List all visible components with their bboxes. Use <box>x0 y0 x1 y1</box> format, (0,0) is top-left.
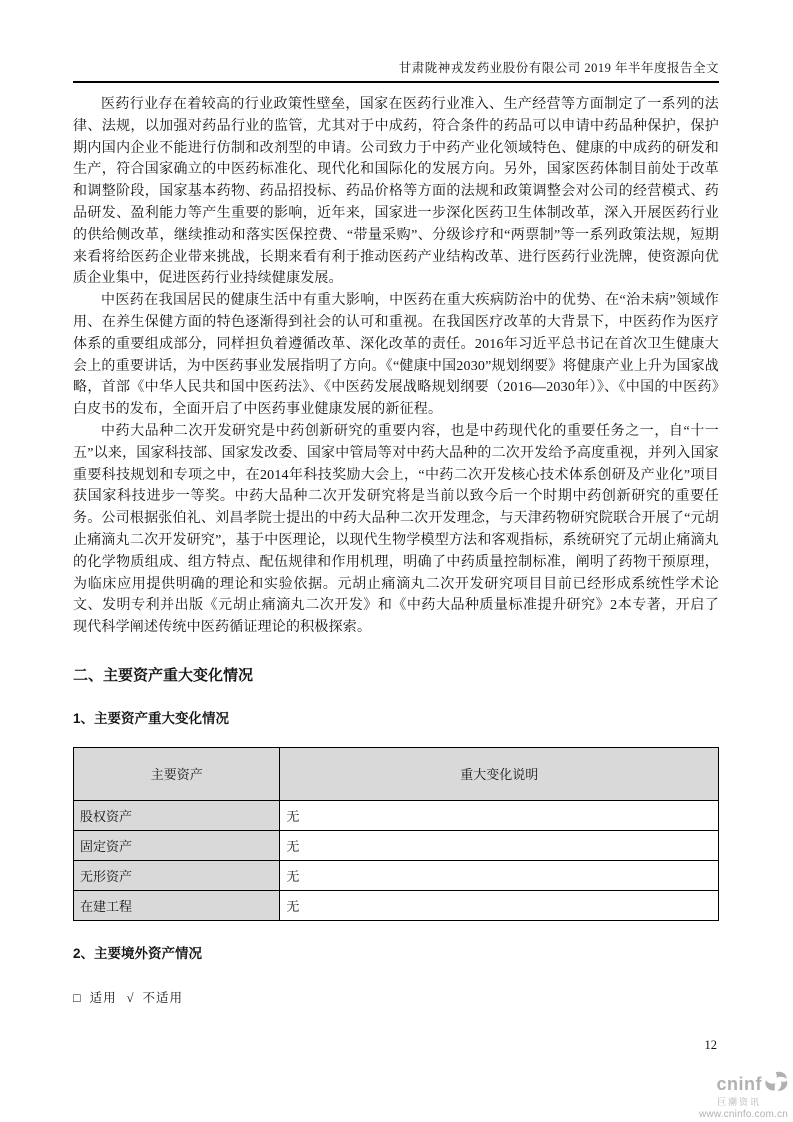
checkbox-unchecked-icon: □ <box>73 990 82 1005</box>
cninfo-swirl-icon <box>764 1071 788 1096</box>
cninfo-logo-url: www.cninfo.com.cn <box>699 1109 788 1120</box>
change-desc-cell: 无 <box>280 800 719 830</box>
applicable-label: 适用 <box>89 990 117 1005</box>
asset-name-cell: 固定资产 <box>74 830 280 860</box>
table-row <box>74 800 719 830</box>
table-header-row <box>74 747 719 800</box>
table-row <box>74 860 719 890</box>
table-header-change: 重大变化说明 <box>280 747 719 800</box>
paragraph-industry-policy: 医药行业存在着较高的行业政策性壁垒，国家在医药行业准入、生产经营等方面制定了一系列的法律、法规，以加强对药品行业的监管，尤其对于中成药，符合条件的药品可以申请中药品种保护，保护期内国内企业不能进行仿制和改剂型的申请。公司致力于中药产业化领域特色、健康的中成药的研发和生产，符合国家确立的中医药标准化、现代化和国际化的发展方向。另外，国家医药体制目前处于改革和调整阶段，国家基本药物、药品招投标、药品价格等方面的法规和政策调整会对公司的经营模式、药品研发、盈利能力等产生重要的影响，近年来，国家进一步深化医药卫生体制改革，深入开展医药行业的供给侧改革，继续推动和落实医保控费、“带量采购”、分级诊疗和“两票制”等一系列政策法规，短期来看将给医药企业带来挑战，长期来看有利于推动医药产业结构改革、进行医药行业洗牌，使资源向优质企业集中，促进医药行业持续健康发展。 <box>73 97 719 287</box>
header-divider <box>73 81 719 83</box>
subsection-2-heading: 2、主要境外资产情况 <box>73 945 203 961</box>
change-desc-cell: 无 <box>280 860 719 890</box>
subsection-1-heading: 1、主要资产重大变化情况 <box>73 710 230 726</box>
cninfo-logo-row <box>699 1071 788 1096</box>
checkmark-icon: √ <box>126 990 135 1005</box>
change-desc-cell: 无 <box>280 830 719 860</box>
asset-name-cell: 在建工程 <box>74 890 280 920</box>
change-desc-cell: 无 <box>280 890 719 920</box>
asset-name-cell: 股权资产 <box>74 800 280 830</box>
header-title: 甘肃陇神戎发药业股份有限公司 2019 年半年度报告全文 <box>398 61 719 75</box>
cninfo-logo-subtitle: 巨潮资讯 <box>716 1097 761 1107</box>
table-row <box>74 830 719 860</box>
asset-name-cell: 无形资产 <box>74 860 280 890</box>
cninfo-logo-text: cninf <box>716 1073 762 1094</box>
applicability-line <box>73 988 719 1006</box>
page-number: 12 <box>704 1038 717 1052</box>
not-applicable-label: 不适用 <box>142 990 183 1005</box>
table-header-asset: 主要资产 <box>74 747 280 800</box>
assets-change-table <box>73 747 719 921</box>
page-content <box>73 94 719 1006</box>
table-row <box>74 890 719 920</box>
paragraph-tcm-influence: 中医药在我国居民的健康生活中有重大影响，中医药在重大疾病防治中的优势、在“治未病”领域作用、在养生保健方面的特色逐渐得到社会的认可和重视。在我国医疗改革的大背景下，中医药作为医疗体系的重要组成部分，同样担负着遵循改革、深化改革的责任。2016年习近平总书记在首次卫生健康大会上的重要讲话，为中医药事业发展指明了方向。《“健康中国2030”规划纲要》将健康产业上升为国家战略，首部《中华人民共和国中医药法》、《中医药发展战略规划纲要（2016—2030年）》、《中国的中医药》白皮书的发布，全面开启了中医药事业健康发展的新征程。 <box>73 293 719 418</box>
cninfo-logo <box>699 1071 788 1120</box>
section-heading-major-asset-changes: 二、主要资产重大变化情况 <box>73 666 254 684</box>
paragraph-secondary-development: 中药大品种二次开发研究是中药创新研究的重要内容，也是中药现代化的重要任务之一，自“十一五”以来，国家科技部、国家发改委、国家中管局等对中药大品种的二次开发给予高度重视，并列入国家重要科技规划和专项之中，在2014年科技奖励大会上，“中药二次开发核心技术体系创研及产业化”项目获国家科技进步一等奖。中药大品种二次开发研究将是当前以致今后一个时期中药创新研究的重要任务。公司根据张伯礼、刘昌孝院士提出的中药大品种二次开发理念，与天津药物研究院联合开展了“元胡止痛滴丸二次开发研究”，基于中医理论，以现代生物学模型方法和客观指标，系统研究了元胡止痛滴丸的化学物质组成、组方特点、配伍规律和作用机理，明确了中药质量控制标准，阐明了药物干预原理，为临床应用提供明确的理论和实验依据。元胡止痛滴丸二次开发研究项目目前已经形成系统性学术论文、发明专利并出版《元胡止痛滴丸二次开发》和《中药大品种质量标准提升研究》2本专著，开启了现代科学阐述传统中医药循证理论的积极探索。 <box>73 423 719 636</box>
